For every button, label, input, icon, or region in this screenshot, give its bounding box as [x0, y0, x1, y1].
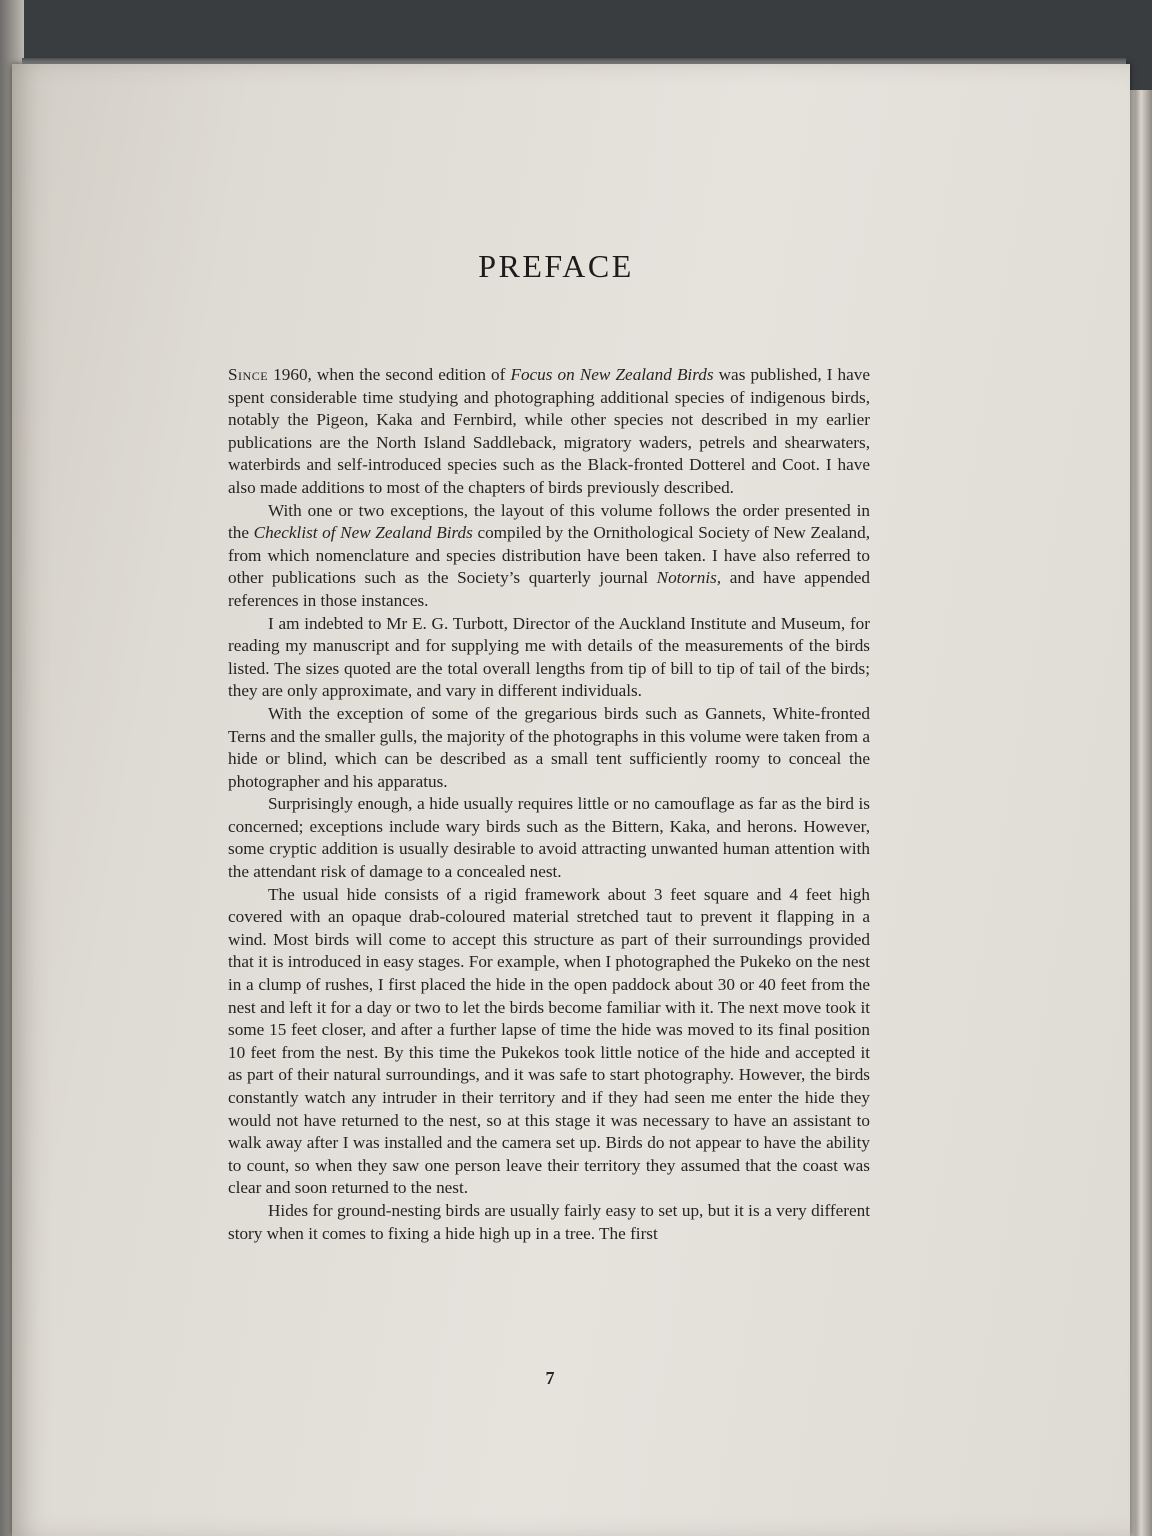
paragraph	[228, 1200, 870, 1245]
lead-word: Since	[228, 365, 269, 384]
text-segment: and have appended references in those instances.	[228, 568, 870, 610]
text-segment: compiled by the Ornithological Society of New Zealand, from which nomenclature and species distribution have been taken. I have also referred to other publications such as the Society’s quarterly journal	[228, 523, 871, 588]
text-segment: was published, I have spent considerable time studying and photographing additional species of indigenous birds, notably the Pigeon, Kaka and Fernbird, while other species not described in my earlier publications are the North Island Saddleback, migratory waders, petrels and shearwaters, waterbirds and self-introduced species such as the Black-fronted Dotterel and Coot. I have also made additions to most of the chapters of birds previously described.	[228, 365, 870, 497]
page-number: 7	[545, 1368, 555, 1388]
text-segment: With the exception of some of the gregarious birds such as Gannets, White-fronted Terns and the smaller gulls, the majority of the photographs in this volume were taken from a hide or blind, which can be described as a small tent sufficiently roomy to conceal the photographer and his apparatus.	[228, 703, 870, 791]
text-segment: 1960, when the second edition of	[268, 365, 511, 384]
text-segment: Surprisingly enough, a hide usually requires little or no camouflage as far as the bird is concerned; exceptions include wary birds such as the Bittern, Kaka, and herons. However, some cryptic addition is usually desirable to avoid attracting unwanted human attention with the attendant risk of damage to a concealed nest.	[228, 794, 870, 882]
paragraph	[228, 793, 870, 883]
text-segment: The usual hide consists of a rigid framework about 3 feet square and 4 feet high covered with an opaque drab-coloured material stretched taut to prevent it flapping in a wind. Most birds will come to accept this structure as part of their surroundings provided that it is introduced in easy stages. For example, when I photographed the Pukeko on the nest in a clump of rushes, I first placed the hide in the open paddock about 30 or 40 feet from the nest and left it for a day or two to let the birds become familiar with it. The next move took it some 15 feet closer, and after a further lapse of time the hide was moved to its final position 10 feet from the nest. By this time the Pukekos took little notice of the hide and accepted it as part of their natural surroundings, and it was safe to start photography. However, the birds constantly watch any intruder in their territory and if they had seen me enter the hide they would not have returned to the nest, so at this stage it was necessary to have an assistant to walk away after I was installed and the camera set up. Birds do not appear to have the ability to count, so when they saw one person leave their territory they assumed that the coast was clear and soon returned to the nest.	[228, 884, 870, 1198]
paragraph	[228, 364, 870, 500]
paragraph	[228, 703, 870, 793]
journal-title: Notornis,	[656, 568, 722, 588]
book-title: Focus on New Zealand Birds	[510, 365, 714, 384]
paragraph	[228, 613, 870, 703]
text-segment: I am indebted to Mr E. G. Turbott, Director of the Auckland Institute and Museum, for reading my manuscript and for supplying me with details of the measurements of the birds listed. The sizes quoted are the total overall lengths from tip of bill to tip of tail of the birds; they are only approximate, and vary in different individuals.	[228, 613, 870, 701]
book-title: Checklist of New Zealand Birds	[253, 523, 473, 543]
preface-body	[228, 364, 870, 1245]
page-title: PREFACE	[478, 248, 634, 284]
paragraph	[228, 884, 870, 1200]
paragraph	[228, 500, 870, 613]
text-segment: With one or two exceptions, the layout of this volume follows the order presented in the	[228, 500, 870, 543]
book-page	[12, 64, 1130, 1536]
text-segment: Hides for ground-nesting birds are usually fairly easy to set up, but it is a very different story when it comes to fixing a hide high up in a tree. The first	[228, 1200, 870, 1243]
